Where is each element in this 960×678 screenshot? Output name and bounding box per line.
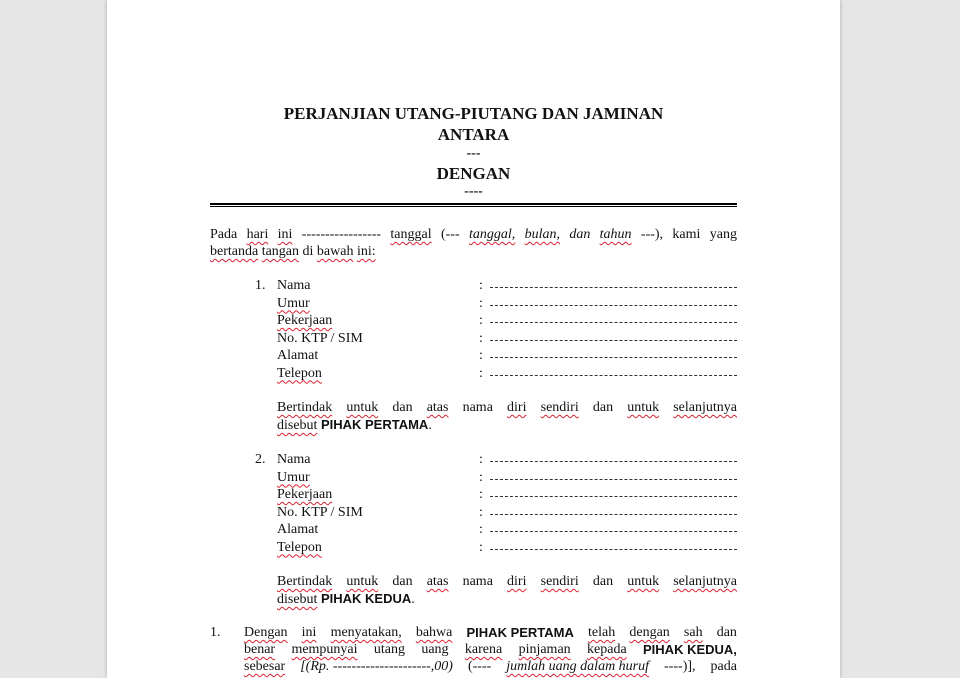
field-colon: : — [479, 365, 483, 381]
title-divider-thin — [210, 206, 737, 207]
clause-amount: [(Rp. ---------------------,00) — [300, 659, 453, 674]
intro-blank: ----------------- — [301, 227, 382, 242]
field-blank-line — [490, 453, 737, 462]
role-word: atas — [426, 400, 449, 415]
field-label: Alamat — [277, 348, 319, 363]
clause-word: Dengan — [244, 625, 288, 640]
role-word: dan — [392, 574, 413, 589]
clause-word: ini — [301, 625, 317, 640]
intro-paragraph — [210, 226, 737, 260]
field-blank-line — [490, 367, 737, 376]
field-blank-line — [490, 279, 737, 288]
field-colon: : — [479, 539, 483, 555]
party-2-role — [277, 573, 737, 608]
clause-word: pada — [710, 659, 737, 674]
clause-1-number: 1. — [210, 625, 221, 640]
field-label: Alamat — [277, 522, 319, 537]
field-colon: : — [479, 278, 483, 293]
intro-word: bertanda — [210, 244, 259, 259]
field-blank-line — [490, 488, 737, 497]
role-word: diri — [507, 400, 527, 415]
clause-word: utang — [373, 642, 405, 657]
role-end: . — [411, 592, 415, 607]
party-1-name: PIHAK PERTAMA — [320, 417, 429, 432]
clause-word: sah — [683, 625, 703, 640]
clause-word: ----)], — [664, 659, 696, 674]
role-word: diri — [507, 574, 527, 589]
intro-word: tanggal, — [468, 227, 516, 242]
role-word: sendiri — [540, 400, 579, 415]
intro-word: tahun — [599, 227, 632, 242]
field-label: No. KTP / SIM — [277, 504, 363, 520]
field-colon: : — [479, 469, 483, 485]
field-colon: : — [479, 295, 483, 311]
clause-word: pinjaman — [518, 642, 571, 657]
field-blank-line — [490, 297, 737, 306]
clause-word: menyatakan, — [330, 625, 402, 640]
title-placeholder-2: ---- — [464, 184, 483, 199]
clause-party-2: PIHAK KEDUA, — [643, 642, 737, 657]
role-word: Bertindak — [277, 574, 333, 589]
field-colon: : — [479, 313, 483, 328]
intro-word: bawah — [316, 244, 354, 259]
role-word: selanjutnya — [673, 574, 737, 589]
field-colon: : — [479, 522, 483, 537]
intro-word: di — [302, 244, 314, 259]
role-word: untuk — [346, 574, 379, 589]
clause-party-1: PIHAK PERTAMA — [466, 625, 574, 640]
clause-word: (---- — [467, 659, 492, 674]
role-word: dan — [592, 400, 614, 415]
field-label: Nama — [277, 452, 311, 467]
party-1-role — [277, 399, 737, 434]
field-colon: : — [479, 330, 483, 346]
field-colon: : — [479, 348, 483, 363]
intro-word: (--- — [440, 227, 460, 242]
role-word: nama — [462, 574, 493, 589]
field-label: Pekerjaan — [277, 487, 333, 502]
role-end: . — [428, 418, 432, 433]
field-label: Telepon — [277, 539, 322, 555]
role-word: atas — [426, 574, 449, 589]
field-blank-line — [490, 349, 737, 358]
party-1-number: 1. — [255, 278, 266, 293]
clause-word: benar — [244, 642, 276, 657]
party-2-number: 2. — [255, 452, 266, 467]
clause-word: sebesar — [244, 659, 286, 674]
document-page — [107, 0, 840, 678]
clause-word: bahwa — [415, 625, 453, 640]
clause-word: kepada — [587, 642, 627, 657]
field-blank-line — [490, 471, 737, 480]
field-label: Pekerjaan — [277, 313, 333, 328]
clause-word: karena — [464, 642, 503, 657]
intro-word: kami — [672, 227, 701, 242]
field-colon: : — [479, 487, 483, 502]
field-colon: : — [479, 504, 483, 520]
intro-word: yang — [709, 227, 737, 242]
intro-word: hari — [246, 227, 269, 242]
role-word: untuk — [346, 400, 379, 415]
field-label: No. KTP / SIM — [277, 330, 363, 346]
clause-amount-words: jumlah uang dalam huruf — [506, 659, 650, 674]
field-label: Nama — [277, 278, 311, 293]
clause-word: mempunyai — [291, 642, 358, 657]
clause-word: dengan — [629, 625, 670, 640]
intro-word: ini: — [356, 244, 376, 259]
role-word: sendiri — [540, 574, 579, 589]
field-blank-line — [490, 314, 737, 323]
role-word: dan — [592, 574, 614, 589]
document-title: PERJANJIAN UTANG-PIUTANG DAN JAMINAN — [283, 104, 664, 123]
role-word: disebut — [277, 592, 318, 607]
field-label: Umur — [277, 469, 310, 485]
field-blank-line — [490, 506, 737, 515]
title-divider — [210, 203, 737, 205]
title-placeholder-1: --- — [466, 146, 481, 161]
role-word: selanjutnya — [673, 400, 737, 415]
intro-word: Pada — [210, 227, 238, 242]
field-label: Umur — [277, 295, 310, 311]
role-word: dan — [392, 400, 413, 415]
intro-word: tanggal — [390, 227, 432, 242]
field-colon: : — [479, 452, 483, 467]
clause-1-text — [244, 624, 737, 675]
field-blank-line — [490, 523, 737, 532]
intro-word: bulan, — [524, 227, 560, 242]
intro-word: tangan — [261, 244, 300, 259]
role-word: Bertindak — [277, 400, 333, 415]
role-word: disebut — [277, 418, 318, 433]
field-blank-line — [490, 332, 737, 341]
field-label: Telepon — [277, 365, 322, 381]
clause-word: dan — [716, 625, 737, 640]
role-word: nama — [462, 400, 493, 415]
party-2-name: PIHAK KEDUA — [320, 591, 412, 606]
intro-word: dan — [569, 227, 591, 242]
role-word: untuk — [627, 400, 660, 415]
title-dengan: DENGAN — [436, 164, 511, 183]
clause-word: uang — [421, 642, 449, 657]
field-blank-line — [490, 541, 737, 550]
title-antara: ANTARA — [437, 125, 510, 144]
intro-word: ---), — [640, 227, 664, 242]
intro-word: ini — [277, 227, 293, 242]
clause-word: telah — [588, 625, 616, 640]
role-word: untuk — [627, 574, 660, 589]
